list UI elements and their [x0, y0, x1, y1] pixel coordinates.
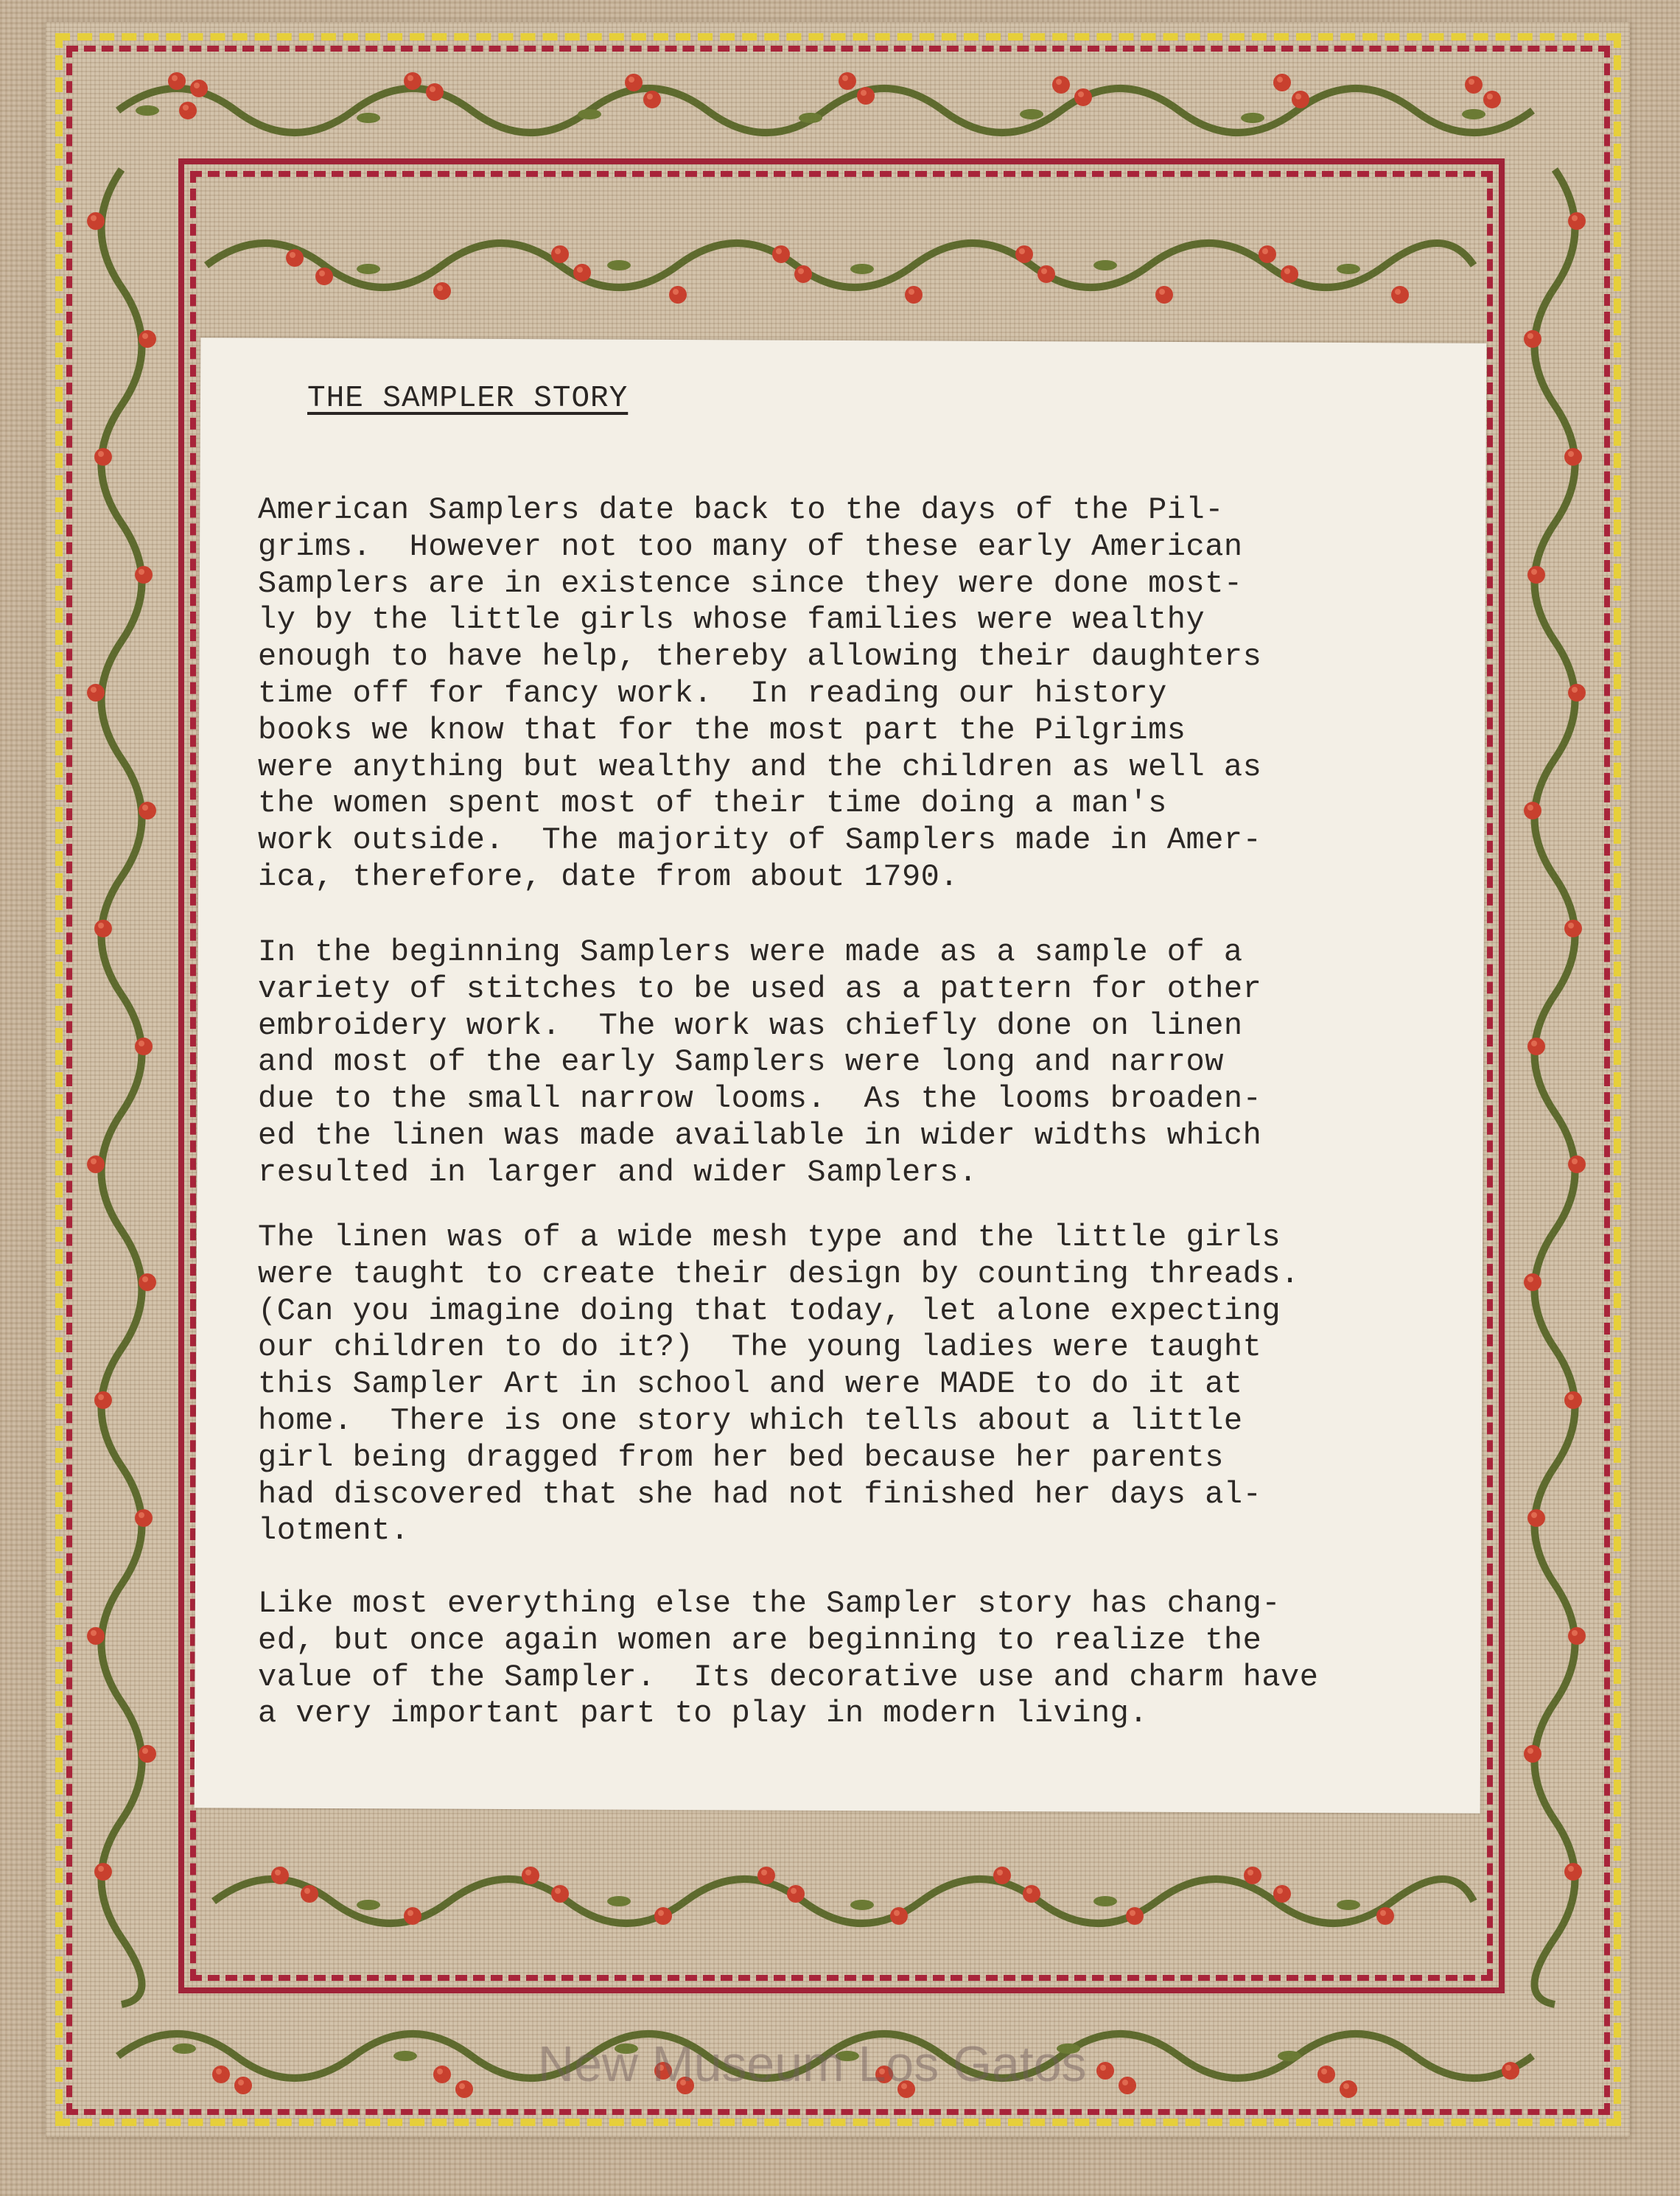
paragraph-1: American Samplers date back to the days of the Pil- grims. However not too many of these early American Samplers are in existence since they were done most- ly by the little girls whose families were wealthy enough to have help, thereby allowing their daughters time off for fancy work. In reading our history books we know that for the most part the Pilgrims were anything but wealthy and the children as well as the women spent most of their time doing a man's work outside. The majority of Samplers made in Amer- ica, therefore, date from about 1790. [258, 492, 1262, 895]
paragraph-3: The linen was of a wide mesh type and the little girls were taught to create their design by counting threads. (Can you imagine doing that today, let alone expecting our children to do it?) The young ladies were taught this Sampler Art in school and were MADE to do it at home. There is one story which tells about a little girl being dragged from her bed because her parents had discovered that she had not finished her days al- lotment. [258, 1220, 1300, 1549]
document-title: THE SAMPLER STORY [307, 382, 629, 416]
paragraph-2: In the beginning Samplers were made as a sample of a variety of stitches to be used as a pattern for other embroidery work. The work was chiefly done on linen and most of the early Samplers were long and narrow due to the small narrow looms. As the looms broaden- ed the linen was made available in wider widths which resulted in larger and wider Samplers. [258, 934, 1262, 1190]
paragraph-4: Like most everything else the Sampler story has chang- ed, but once again women are beginning to realize the value of the Sampler. Its decorative use and charm have a very important part to play in modern living. [258, 1586, 1319, 1732]
watermark-text: New Museum Los Gatos [538, 2036, 1087, 2092]
